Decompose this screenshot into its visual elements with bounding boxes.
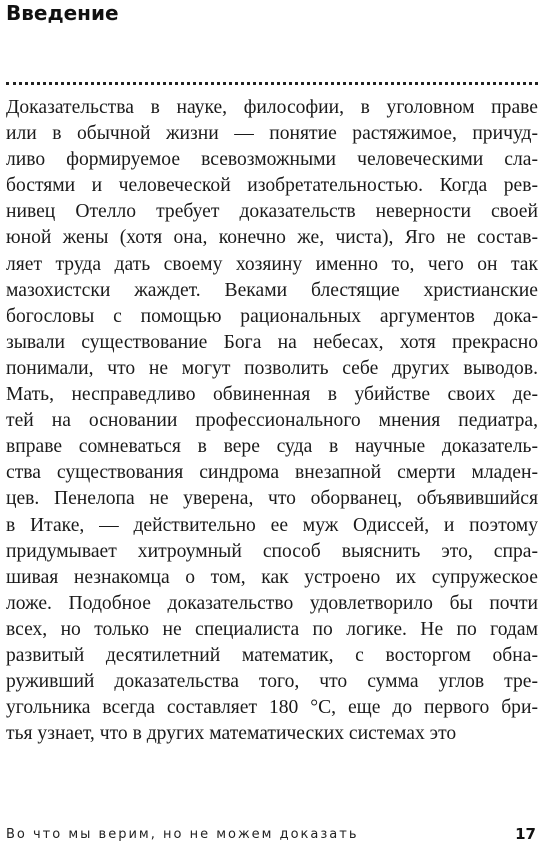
- body-line: или в обычной жизни — понятие растяжимое, причуд-: [6, 123, 538, 145]
- body-line: вправе сомневаться в вере суда в научные доказатель-: [6, 436, 538, 458]
- body-line: цев. Пенелопа не уверена, что оборванец, объявившийся: [6, 488, 538, 510]
- body-line: понимали, что не могут позволить себе других выводов.: [6, 357, 538, 379]
- body-line: ства существования синдрома внезапной смерти младен-: [6, 462, 538, 484]
- chapter-heading: Введение: [6, 1, 119, 25]
- body-line: мазохистски жаждет. Веками блестящие христианские: [6, 279, 538, 301]
- body-line: тья узнает, что в других математических системах это: [6, 723, 457, 745]
- body-line: ляет труда дать своему хозяину именно то, чего он так: [6, 253, 538, 275]
- body-paragraph: [6, 95, 538, 747]
- body-line: придумывает хитроумный способ выяснить это, спра-: [6, 540, 538, 562]
- body-line: ложе. Подобное доказательство удовлетворило бы почти: [6, 592, 538, 614]
- body-line: ливо формируемое всевозможными человеческими сла-: [6, 149, 538, 171]
- body-line: угольника всегда составляет 180 °С, еще до первого бри-: [6, 697, 538, 719]
- body-line: руживший доказательства того, что сумма углов тре-: [6, 671, 538, 693]
- body-line: Доказательства в науке, философии, в уголовном праве: [6, 97, 538, 118]
- page-number: 17: [515, 825, 536, 843]
- body-line: развитый десятилетний математик, с восторгом обна-: [6, 644, 538, 666]
- body-line: нивец Отелло требует доказательств неверности своей: [6, 201, 538, 223]
- body-line: зывали существование Бога на небесах, хотя прекрасно: [6, 331, 538, 353]
- body-line: тей на основании профессионального мнения педиатра,: [6, 410, 538, 432]
- body-line: богословы с помощью рациональных аргументов дока-: [6, 305, 538, 327]
- body-line: всех, но только не специалиста по логике. Не по годам: [6, 618, 538, 640]
- body-line: в Итаке, — действительно ее муж Одиссей, и поэтому: [6, 514, 538, 536]
- body-line: шивая незнакомца о том, как устроено их супружеское: [6, 566, 538, 588]
- body-line: бостями и человеческой изобретательностью. Когда рев-: [6, 175, 538, 197]
- dotted-divider: [6, 82, 538, 85]
- body-line: Мать, несправедливо обвиненная в убийстве своих де-: [6, 384, 538, 406]
- body-line: юной жены (хотя она, конечно же, чиста), Яго не состав-: [6, 227, 538, 249]
- running-footer-title: Во что мы верим, но не можем доказать: [6, 827, 359, 842]
